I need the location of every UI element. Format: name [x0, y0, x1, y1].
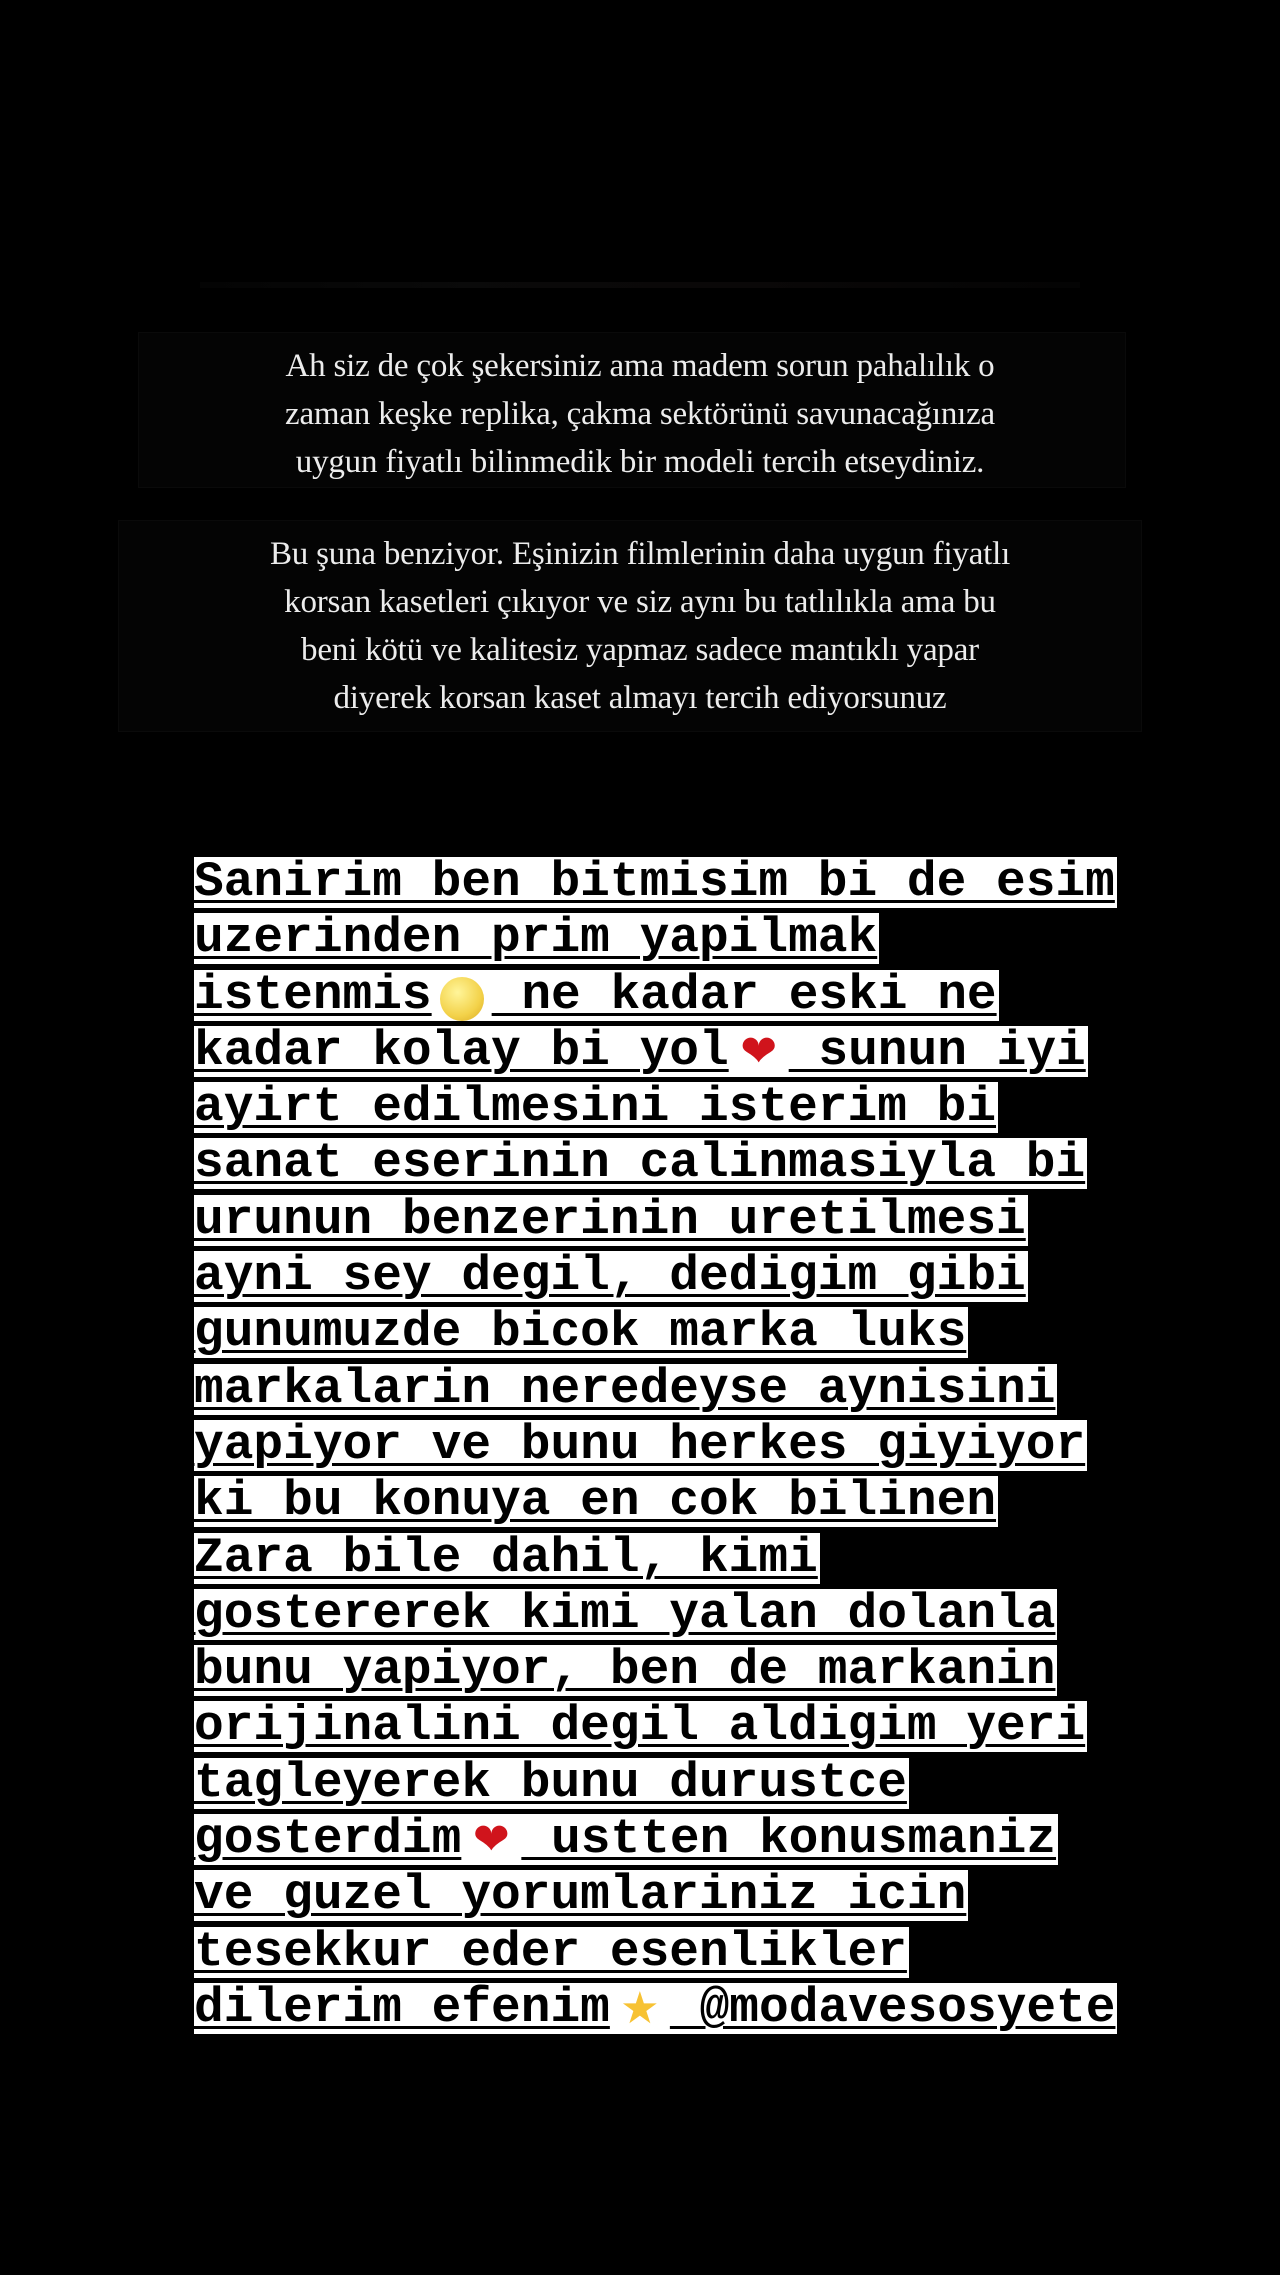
quote-line: korsan kasetleri çıkıyor ve siz aynı bu tatlılıkla ama bu [284, 584, 996, 620]
quote-line: uygun fiyatlı bilinmedik bir modeli tercih etseydiniz. [295, 444, 985, 480]
reply-line [194, 1248, 1194, 1307]
reply-line [194, 1416, 1194, 1476]
quoted-comment-paragraph-1 [0, 342, 1280, 486]
highlighted-text: tagleyerek bunu durustce [194, 1754, 907, 1811]
highlighted-text: uzerinden prim yapilmak [194, 910, 878, 967]
reply-line [194, 1979, 1194, 2039]
highlighted-text [194, 1979, 1117, 2036]
reply-text-block [194, 854, 1194, 2039]
reply-line [194, 1022, 1194, 1082]
red-heart-icon: ❤ [472, 1814, 510, 1866]
highlighted-text: ayni sey degil, dedigim gibi [194, 1248, 1026, 1305]
reply-line [194, 1473, 1194, 1532]
text-segment: sunun iyi [788, 1022, 1086, 1079]
quoted-comment-paragraph-2 [0, 530, 1280, 722]
reply-line [194, 1867, 1194, 1926]
glowing-star-icon: ★ [620, 1982, 660, 2034]
reply-line [194, 1642, 1194, 1701]
highlighted-text [194, 1811, 1058, 1868]
cropped-text-remnant [200, 282, 1080, 288]
reply-line [194, 1698, 1194, 1757]
text-segment: gosterdim [194, 1811, 462, 1868]
highlighted-text: Sanirim ben bitmisim bi de esim [194, 854, 1115, 910]
reply-line [194, 1304, 1194, 1363]
highlighted-text: sanat eserinin calinmasiyla bi [194, 1135, 1086, 1192]
red-heart-icon: ❤ [740, 1025, 778, 1077]
text-segment: dilerim efenim [194, 1979, 610, 2036]
quote-line: beni kötü ve kalitesiz yapmaz sadece mantıklı yapar [301, 632, 979, 668]
highlighted-text: ki bu konuya en cok bilinen [194, 1473, 997, 1530]
text-segment: ne kadar eski ne [491, 966, 997, 1023]
text-segment: kadar kolay bi yol [194, 1022, 729, 1079]
quote-line: zaman keşke replika, çakma sektörünü savunacağınıza [285, 396, 995, 432]
highlighted-text [194, 1022, 1088, 1079]
highlighted-text: gunumuzde bicok marka luks [194, 1304, 967, 1361]
highlighted-text: yapiyor ve bunu herkes giyiyor [194, 1416, 1086, 1473]
highlighted-text: orijinalini degil aldigim yeri [194, 1698, 1086, 1755]
reply-line [194, 1079, 1194, 1138]
reply-line [194, 1135, 1194, 1194]
reply-line [194, 1360, 1194, 1420]
full-moon-face-icon [432, 970, 492, 1021]
highlighted-text: ve guzel yorumlariniz icin [194, 1867, 967, 1924]
highlighted-text: markalarin neredeyse aynisini [194, 1360, 1056, 1417]
highlighted-text: bunu yapiyor, ben de markanin [194, 1642, 1056, 1699]
text-segment: ustten konusmaniz [521, 1811, 1057, 1868]
quote-line: Bu şuna benziyor. Eşinizin filmlerinin daha uygun fiyatlı [269, 536, 1011, 572]
quote-line: Ah siz de çok şekersiniz ama madem sorun pahalılık o [285, 348, 995, 384]
reply-line [194, 1585, 1194, 1645]
highlighted-text: gostererek kimi yalan dolanla [194, 1585, 1056, 1642]
reply-line [194, 1923, 1194, 1983]
highlighted-text: urunun benzerinin uretilmesi [194, 1191, 1026, 1248]
reply-line [194, 1529, 1194, 1589]
mention-link[interactable]: @modavesosyete [669, 1979, 1116, 2036]
reply-line [194, 1191, 1194, 1251]
reply-line [194, 966, 1194, 1026]
reply-line [194, 854, 1194, 913]
reply-line [194, 910, 1194, 969]
text-segment: istenmis [194, 966, 432, 1023]
highlighted-text: ayirt edilmesini isterim bi [194, 1079, 997, 1136]
reply-line [194, 1811, 1194, 1870]
quote-line: diyerek korsan kaset almayı tercih ediyorsunuz [333, 680, 947, 716]
highlighted-text [194, 966, 999, 1023]
reply-line [194, 1754, 1194, 1814]
highlighted-text: Zara bile dahil, kimi [194, 1529, 818, 1586]
highlighted-text: tesekkur eder esenlikler [194, 1923, 907, 1980]
